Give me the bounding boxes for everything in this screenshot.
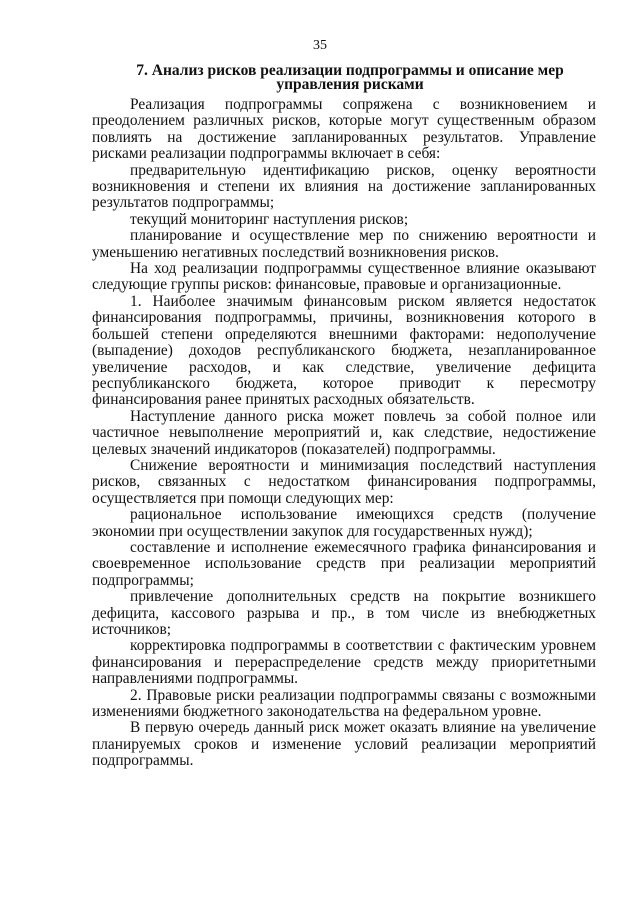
paragraph: Наступление данного риска может повлечь за собой полное или частичное невыполнение мероприятий и, как следствие, недостижение целевых значений индикаторов (показателей) подпрограммы. [92,407,596,458]
body-text [92,97,596,770]
page-number: 35 [313,38,327,53]
paragraph: На ход реализации подпрограммы существенное влияние оказывают следующие группы рисков: финансовые, правовые и организационные. [92,260,596,294]
paragraph: 1. Наиболее значимым финансовым риском является недостаток финансирования подпрограммы, причины, возникновения которого в большей степени определяются внешними факторами: недополучение (выпадение) доходов республиканского бюджета, незапланированное увеличение расходов, и как следствие, увеличение дефицита республиканского бюджета, которое приводит к пересмотру финансирования ранее принятых расходных обязательств. [92,292,596,409]
paragraph: планирование и осуществление мер по снижению вероятности и уменьшению негативных последствий возникновения рисков. [92,227,596,261]
paragraph: составление и исполнение ежемесячного графика финансирования и своевременное использование средств при реализации мероприятий подпрограммы; [92,538,596,589]
paragraph: Снижение вероятности и минимизация последствий наступления рисков, связанных с недостатком финансирования подпрограммы, осуществляется при помощи следующих мер: [92,456,596,507]
section-heading: 7. Анализ рисков реализации подпрограммы и описание мер управления рисками [136,62,564,93]
paragraph: предварительную идентификацию рисков, оценку вероятности возникновения и степени их влияния на достижение запланированных результатов подпрограммы; [92,161,596,212]
paragraph: рациональное использование имеющихся средств (получение экономии при осуществлении закупок для государственных нужд); [92,506,596,540]
paragraph: В первую очередь данный риск может оказать влияние на увеличение планируемых сроков и изменение условий реализации мероприятий подпрограммы. [92,719,596,770]
paragraph: привлечение дополнительных средств на покрытие возникшего дефицита, кассового разрыва и пр., в том числе из внебюджетных источников; [92,588,596,638]
paragraph: Реализация подпрограммы сопряжена с возникновением и преодолением различных рисков, которые могут существенным образом повлиять на достижение запланированных результатов. Управление рисками реализации подпрограммы включает в себя: [92,96,596,163]
paragraph: корректировка подпрограммы в соответствии с фактическим уровнем финансирования и перераспределение средств между приоритетными направлениями подпрограммы. [92,637,596,688]
paragraph: текущий мониторинг наступления рисков; [130,210,409,228]
paragraph: 2. Правовые риски реализации подпрограммы связаны с возможными изменениями бюджетного законодательства на федеральном уровне. [92,686,596,721]
